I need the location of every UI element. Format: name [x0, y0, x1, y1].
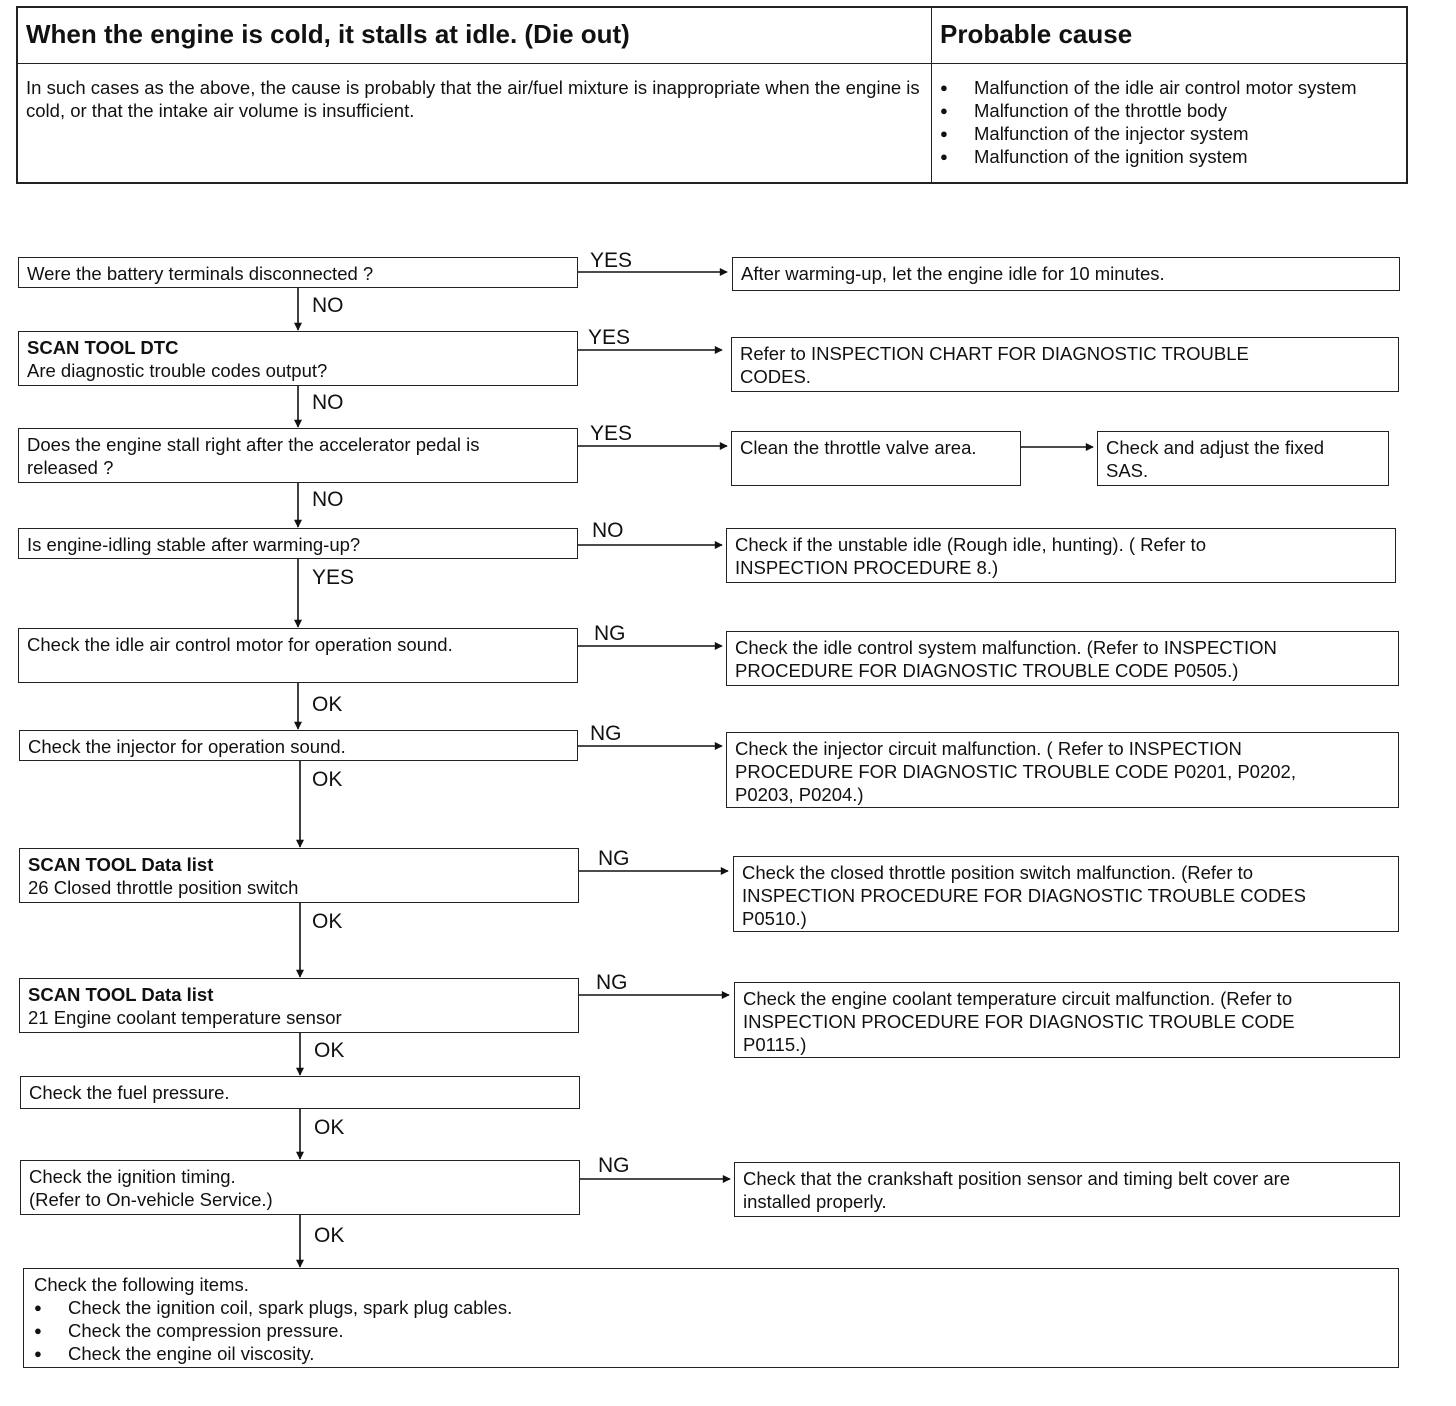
result-box-3: [731, 431, 1021, 486]
result-box-4-text: Check if the unstable idle (Rough idle, hunting). ( Refer to: [735, 534, 1206, 555]
cause-item: ● Malfunction of the throttle body: [940, 99, 1357, 122]
step-box-10-text: (Refer to On-vehicle Service.): [29, 1189, 273, 1210]
result-box-1-text: After warming-up, let the engine idle for 10 minutes.: [741, 263, 1165, 284]
cause-item: ● Malfunction of the ignition system: [940, 145, 1357, 168]
step-box-5: [18, 628, 578, 683]
result-box-adjust-sas: [1097, 431, 1389, 486]
result-box-8-text: P0115.): [743, 1034, 807, 1055]
result-box-6-text: Check the injector circuit malfunction. ( Refer to INSPECTION: [735, 738, 1242, 759]
result-box-5-text: Check the idle control system malfunction. (Refer to INSPECTION: [735, 637, 1277, 658]
result-box-3-text: Clean the throttle valve area.: [740, 437, 977, 458]
result-box-6-text: PROCEDURE FOR DIAGNOSTIC TROUBLE CODE P0201, P0202,: [735, 761, 1296, 782]
result-box-5-text: PROCEDURE FOR DIAGNOSTIC TROUBLE CODE P0505.): [735, 660, 1239, 681]
result-box-2-text: Refer to INSPECTION CHART FOR DIAGNOSTIC TROUBLE: [740, 343, 1249, 364]
result-box-9-text: installed properly.: [743, 1191, 887, 1212]
result-box-7: [733, 856, 1399, 932]
page-title: When the engine is cold, it stalls at idle. (Die out): [26, 19, 630, 49]
step-box-10: [20, 1160, 580, 1215]
final-check-item: ● Check the ignition coil, spark plugs, spark plug cables.: [34, 1296, 1388, 1319]
step-box-9-text: Check the fuel pressure.: [29, 1082, 230, 1103]
step-box-1: [18, 257, 578, 288]
branch-label: YES: [588, 326, 631, 349]
result-box-8-text: INSPECTION PROCEDURE FOR DIAGNOSTIC TROUBLE CODE: [743, 1011, 1295, 1032]
step-box-9: [20, 1076, 580, 1109]
result-box-adjust-sas-text: SAS.: [1106, 460, 1149, 481]
down-label: OK: [312, 910, 343, 933]
branch-label: NG: [598, 1154, 630, 1177]
cause-item: ● Malfunction of the injector system: [940, 122, 1357, 145]
final-check-intro: Check the following items.: [34, 1274, 249, 1295]
result-box-1: [732, 257, 1400, 291]
step-box-3-text: Does the engine stall right after the accelerator pedal is: [27, 434, 480, 455]
result-box-7-text: Check the closed throttle position switch malfunction. (Refer to: [742, 862, 1254, 883]
step-box-4: [18, 528, 578, 559]
step-box-10-text: Check the ignition timing.: [29, 1166, 236, 1187]
result-box-7-text: P0510.): [742, 908, 807, 929]
final-check-box: [23, 1268, 1399, 1368]
result-box-4: [726, 528, 1396, 583]
step-box-6: [19, 730, 578, 761]
down-label: OK: [312, 768, 343, 791]
step-box-2-heading: SCAN TOOL DTC: [27, 337, 179, 358]
result-box-4-text: INSPECTION PROCEDURE 8.): [735, 557, 999, 578]
symptom-description: In such cases as the above, the cause is probably that the air/fuel mixture is inappropriate when the engine is cold, or that the intake air volume is insufficient.: [26, 77, 920, 121]
down-label: OK: [312, 693, 343, 716]
result-box-2-text: CODES.: [740, 366, 811, 387]
branch-label: YES: [590, 422, 633, 445]
result-box-2: [731, 337, 1399, 392]
down-label: OK: [314, 1224, 345, 1247]
result-box-8: [734, 982, 1400, 1058]
step-box-2-text: Are diagnostic trouble codes output?: [27, 360, 328, 381]
step-box-3-text: released ?: [27, 457, 114, 478]
branch-label: NG: [590, 722, 622, 745]
step-box-8-heading: SCAN TOOL Data list: [28, 984, 214, 1005]
step-box-6-text: Check the injector for operation sound.: [28, 736, 346, 757]
result-box-7-text: INSPECTION PROCEDURE FOR DIAGNOSTIC TROUBLE CODES: [742, 885, 1306, 906]
result-box-adjust-sas-text: Check and adjust the fixed: [1106, 437, 1325, 458]
step-box-7-heading: SCAN TOOL Data list: [28, 854, 214, 875]
down-label: NO: [312, 294, 344, 317]
down-label: NO: [312, 488, 344, 511]
step-box-1-text: Were the battery terminals disconnected ?: [27, 263, 374, 284]
cause-item: ● Malfunction of the idle air control motor system: [940, 76, 1357, 99]
result-box-8-text: Check the engine coolant temperature circuit malfunction. (Refer to: [743, 988, 1293, 1009]
result-box-5: [726, 631, 1399, 686]
result-box-6-text: P0203, P0204.): [735, 784, 864, 805]
final-check-list: [34, 1296, 1388, 1365]
branch-label: NG: [598, 847, 630, 870]
down-label: NO: [312, 391, 344, 414]
branch-label: YES: [590, 249, 633, 272]
step-box-5-text: Check the idle air control motor for operation sound.: [27, 634, 453, 655]
final-check-item: ● Check the engine oil viscosity.: [34, 1342, 1388, 1365]
branch-label: NO: [592, 519, 624, 542]
step-box-7-text: 26 Closed throttle position switch: [28, 877, 299, 898]
step-box-8: [19, 978, 579, 1033]
branch-label: NG: [594, 622, 626, 645]
final-check-item: ● Check the compression pressure.: [34, 1319, 1388, 1342]
step-box-8-text: 21 Engine coolant temperature sensor: [28, 1007, 342, 1028]
down-label: YES: [312, 566, 355, 589]
branch-label: NG: [596, 971, 628, 994]
down-label: OK: [314, 1116, 345, 1139]
result-box-6: [726, 732, 1399, 808]
step-box-4-text: Is engine-idling stable after warming-up?: [27, 534, 361, 555]
step-box-7: [19, 848, 579, 903]
step-box-2: [18, 331, 578, 386]
step-box-3: [18, 428, 578, 483]
result-box-9-text: Check that the crankshaft position sensor and timing belt cover are: [743, 1168, 1291, 1189]
result-box-9: [734, 1162, 1400, 1217]
probable-cause-heading: Probable cause: [940, 19, 1133, 49]
down-label: OK: [314, 1039, 345, 1062]
